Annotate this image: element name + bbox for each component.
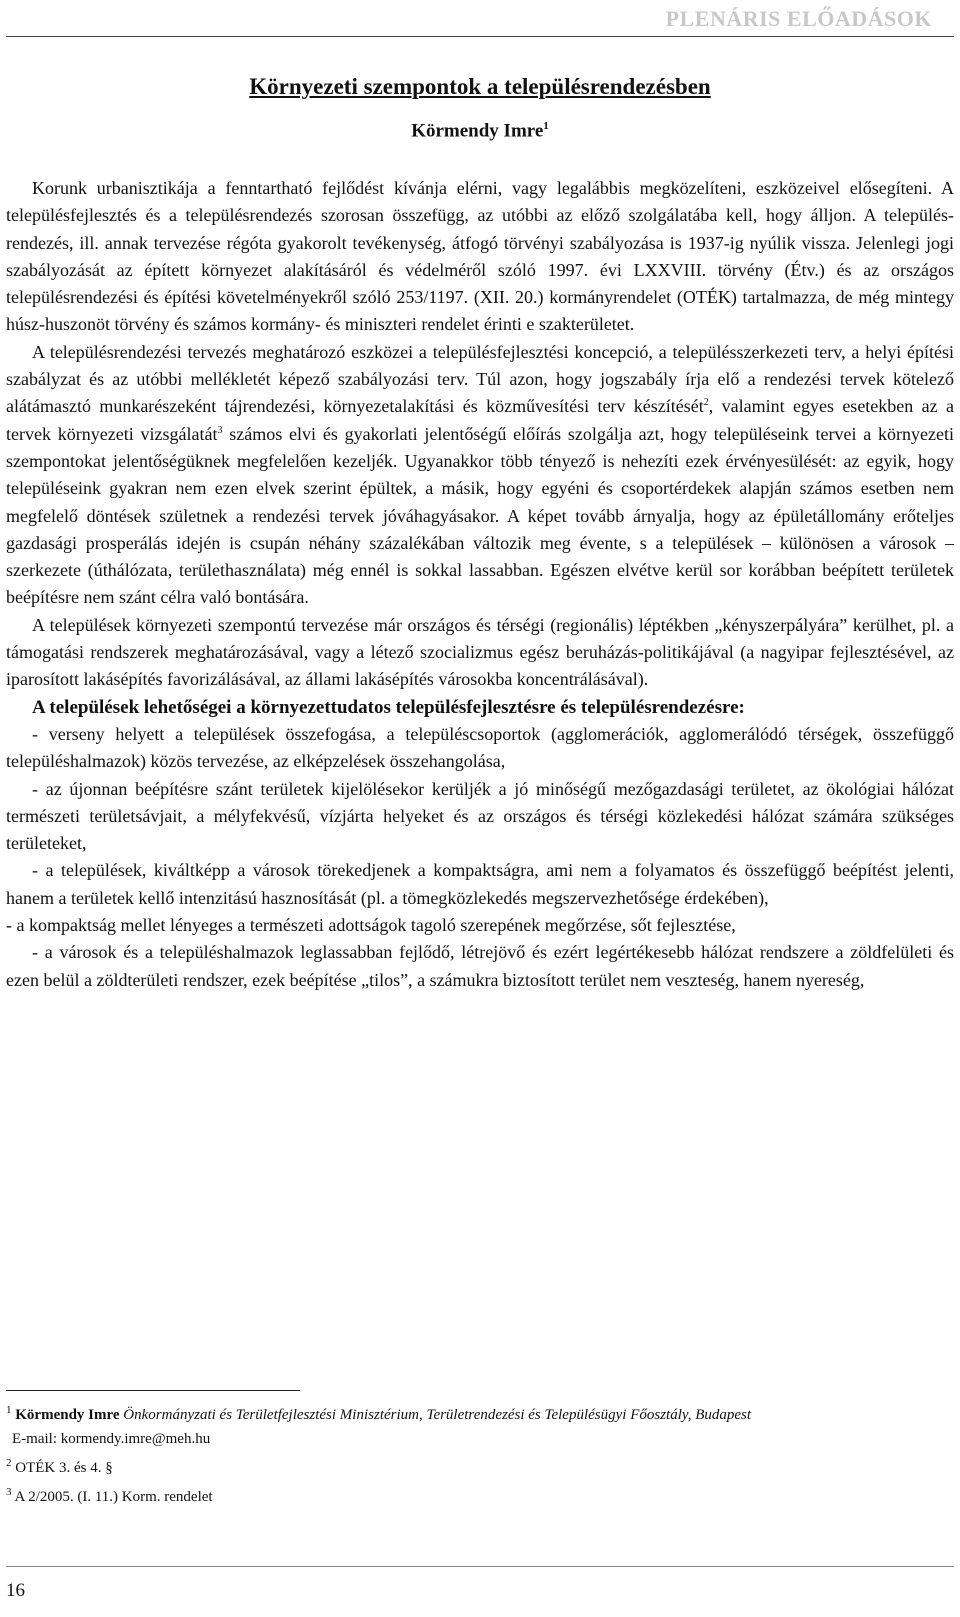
section-heading: A települések lehetőségei a környezettudatos településfejlesztésre és településrendezésre: bbox=[32, 696, 745, 718]
footnote-1-name: Körmendy Imre bbox=[15, 1407, 120, 1423]
article-title: Környezeti szempontok a településrendezésben bbox=[249, 74, 711, 99]
running-head: PLENÁRIS ELŐADÁSOK bbox=[665, 6, 932, 31]
footnote-2-text: OTÉK 3. és 4. § bbox=[15, 1460, 113, 1476]
footnote-1-affiliation: Önkormányzati és Területfejlesztési Minisztérium, Területrendezési és Településügyi Főosztály, Budapest bbox=[123, 1407, 752, 1423]
paragraph-intro: Korunk urbanisztikája a fenntartható fejlődést kívánja elérni, vagy legalábbis megközelíteni, eszközeivel elősegíteni. A településfejlesztés és a településrendezés szorosan összefügg, az utóbbi az előző szolgálatába kell, hogy álljon. A település-rendezés, ill. annak tervezése régóta gyakorolt tevékenység, átfogó törvényi szabályozása is 1937-ig nyúlik vissza. Jelenlegi jogi szabályozását az épített környezet alakításáról és védelméről szóló 1997. évi LXXVIII. törvény (Étv.) és az országos településrendezési és építési követelményekről szóló 253/1197. (XII. 20.) kormányrendelet (OTÉK) tartalmazza, de még mintegy húsz-huszonöt törvény és számos kormány- és miniszteri rendelet érinti e szakterületet. bbox=[6, 178, 954, 335]
list-item-5: - a városok és a településhalmazok leglassabban fejlődő, létrejövő és ezért legértékesebb hálózat rendszere a zöldfelületi és ezen belül a zöldterületi rendszer, ezek beépítése „tilos”, a számukra biztosított terület nem veszteség, hanem nyereség, bbox=[6, 942, 954, 990]
footnote-2 bbox=[6, 1451, 954, 1480]
footer-rule bbox=[6, 1566, 954, 1567]
footnotes bbox=[6, 1398, 954, 1509]
footnote-ref-3: 3 bbox=[217, 424, 223, 436]
footnote-1-number: 1 bbox=[6, 1404, 12, 1416]
paragraph-tools-part-a: A településrendezési tervezés meghatározó eszközei a településfejlesztési koncepció, a településszerkezeti terv, a helyi építési szabályzat és az utóbbi mellékletét képező szabályozási terv. Túl azon, hogy jogszabály írja elő a rendezési tervek kötelező alátámasztó munkarészeként tájrendezési, környezetalakítási és közművesítési terv készítését bbox=[6, 341, 954, 417]
footnote-2-number: 2 bbox=[6, 1457, 12, 1469]
list-item-1: - verseny helyett a települések összefogása, a településcsoportok (agglomerációk, agglomerálódó térségek, összefüggő településhalmazok) közös tervezése, az elképzelések összehangolása, bbox=[6, 723, 954, 772]
paragraph-national: A települések környezeti szempontú tervezése már országos és térségi (regionális) léptékben „kényszerpályára” kerülhet, pl. a támogatási rendszerek meghatározásával, vagy a létező szocializmus egész beruházás-politikájával (a nagyipar fejlesztésével, az iparosított lakásépítés favorizálásával, az állami lakásépítés városokba koncentrálásával). bbox=[6, 614, 954, 690]
author-name: Körmendy Imre bbox=[411, 120, 544, 142]
author-footnote-ref: 1 bbox=[543, 120, 549, 132]
footnote-1 bbox=[6, 1398, 954, 1427]
footnote-1-email: E-mail: kormendy.imre@meh.hu bbox=[12, 1431, 211, 1447]
footnote-3-number: 3 bbox=[6, 1486, 12, 1498]
article-body bbox=[6, 175, 954, 994]
list-item-3: - a települések, kiváltképp a városok törekedjenek a kompaktságra, ami nem a folyamatos és összefüggő beépítést jelenti, hanem a területek kellő intenzitású hasznosítását (pl. a tömegközlekedés megszervezhetősége érdekében), bbox=[6, 860, 954, 908]
footnote-3-text: A 2/2005. (I. 11.) Korm. rendelet bbox=[14, 1489, 213, 1505]
list-item-4: - a kompaktság mellet lényeges a természeti adottságok tagoló szerepének megőrzése, sőt fejlesztése, bbox=[6, 915, 736, 936]
paragraph-tools bbox=[6, 339, 954, 612]
footnote-3 bbox=[6, 1480, 954, 1509]
page-number: 16 bbox=[6, 1580, 25, 1601]
footnote-ref-2: 2 bbox=[703, 397, 709, 409]
article-author bbox=[0, 120, 960, 142]
paragraph-tools-part-c: számos elvi és gyakorlati jelentőségű előírás szolgálja azt, hogy településeink tervei a környezeti szempontokat jelentőségüknek megfelelően kezeljék. Ugyanakkor több tényező is nehezíti ezek érvényesülését: az egyik, hogy településeink gyakran nem ezen elvek szerint épültek, a másik, hogy egyéni és csoportérdekek alapján számos esetben nem megfelelő döntések születnek a rendezési tervek jóváhagyásakor. A képet tovább árnyalja, hogy az épületállomány erőteljes gazdasági prosperálás idején is csupán néhány százalékában változik meg évente, s a települések – különösen a városok – szerkezete (úthálózata, területhasználata) még ennél is sokkal lassabban. Egészen elvétve kerül sor korábban beépített területek beépítésre nem szánt célra való bontására. bbox=[6, 423, 954, 608]
header-rule bbox=[6, 36, 954, 37]
paragraph-tools-part-b: , valamint egyes esetekben az a tervek környezeti vizsgálatát bbox=[6, 396, 954, 444]
footnote-rule bbox=[6, 1390, 300, 1391]
list-item-2: - az újonnan beépítésre szánt területek kijelölésekor kerüljék a jó minőségű mezőgazdasági területet, az ökológiai hálózat természeti területsávjait, a mélyfekvésű, vízjárta helyeket és az országos és térségi közlekedési hálózat számára szükséges területeket, bbox=[6, 778, 954, 854]
